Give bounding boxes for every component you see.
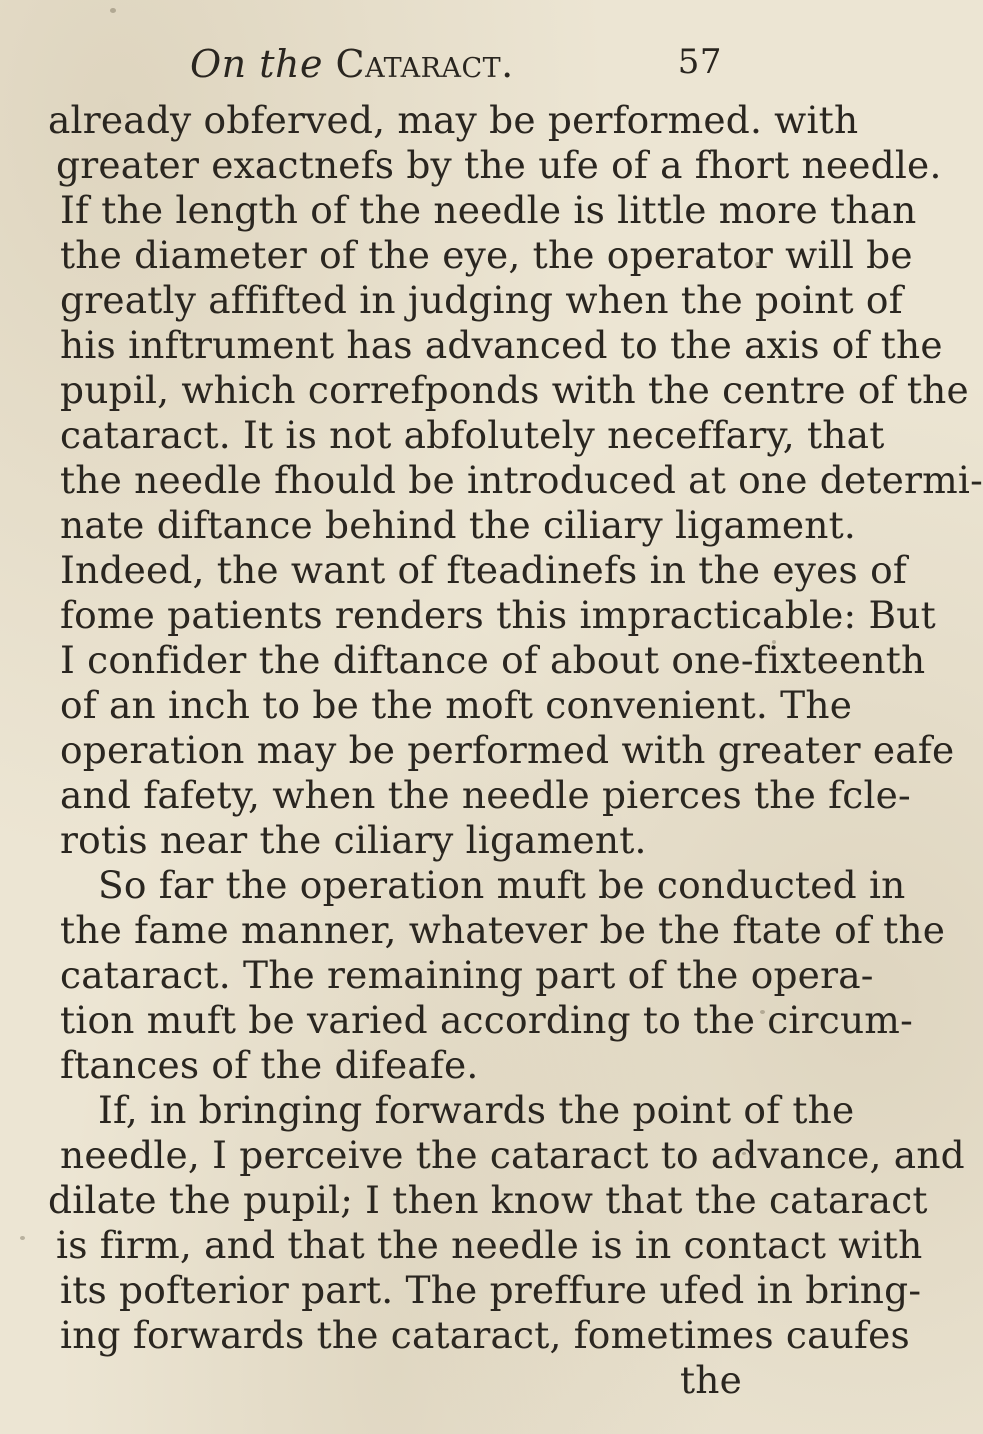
text-line-14: of an inch to be the moft convenient. The: [60, 683, 853, 727]
running-title-prefix: On the: [190, 42, 323, 86]
page-number: 57: [677, 42, 722, 82]
text-line-1: already obferved, may be performed. with: [48, 98, 859, 142]
text-line-24: needle, I perceive the cataract to advance, and: [60, 1133, 965, 1177]
text-line-7: pupil, which correfponds with the centre of the: [60, 368, 969, 412]
text-line-17: rotis near the ciliary ligament.: [60, 818, 647, 862]
text-line-26: is firm, and that the needle is in contact with: [56, 1223, 923, 1267]
catchword: the: [680, 1358, 743, 1402]
text-line-15: operation may be performed with greater eafe: [60, 728, 955, 772]
text-line-11: Indeed, the want of fteadinefs in the eyes of: [60, 548, 907, 592]
text-line-2: greater exactnefs by the ufe of a fhort needle.: [56, 143, 942, 187]
text-line-3: If the length of the needle is little more than: [60, 188, 917, 232]
text-line-12: fome patients renders this impracticable: But: [60, 593, 936, 637]
text-line-23: If, in bringing forwards the point of the: [98, 1088, 855, 1132]
paper-speck: [772, 640, 776, 644]
text-line-18: So far the operation muft be conducted in: [98, 863, 906, 907]
paper-speck: [110, 8, 116, 13]
text-line-6: his inftrument has advanced to the axis of the: [60, 323, 943, 367]
text-line-8: cataract. It is not abfolutely neceffary, that: [60, 413, 885, 457]
text-line-9: the needle fhould be introduced at one determi-: [60, 458, 983, 502]
paper-speck: [755, 262, 761, 267]
text-line-10: nate diftance behind the ciliary ligament.: [60, 503, 857, 547]
text-line-21: tion muft be varied according to the circum-: [60, 998, 913, 1042]
text-line-5: greatly affifted in judging when the point of: [60, 278, 903, 322]
text-line-4: the diameter of the eye, the operator will be: [60, 233, 913, 277]
text-line-28: ing forwards the cataract, fometimes caufes: [60, 1313, 910, 1357]
text-line-19: the fame manner, whatever be the ftate of the: [60, 908, 946, 952]
text-line-25: dilate the pupil; I then know that the cataract: [48, 1178, 928, 1222]
text-line-22: ftances of the difeafe.: [60, 1043, 479, 1087]
text-line-20: cataract. The remaining part of the opera-: [60, 953, 874, 997]
paper-speck: [20, 1236, 25, 1240]
running-title-main: Cataract.: [335, 42, 514, 86]
text-line-13: I confider the diftance of about one-fixteenth: [60, 638, 926, 682]
text-line-27: its pofterior part. The preffure ufed in bring-: [60, 1268, 922, 1312]
text-line-16: and fafety, when the needle pierces the fcle-: [60, 773, 911, 817]
paper-speck: [742, 1152, 746, 1155]
paper-speck: [760, 1010, 765, 1014]
